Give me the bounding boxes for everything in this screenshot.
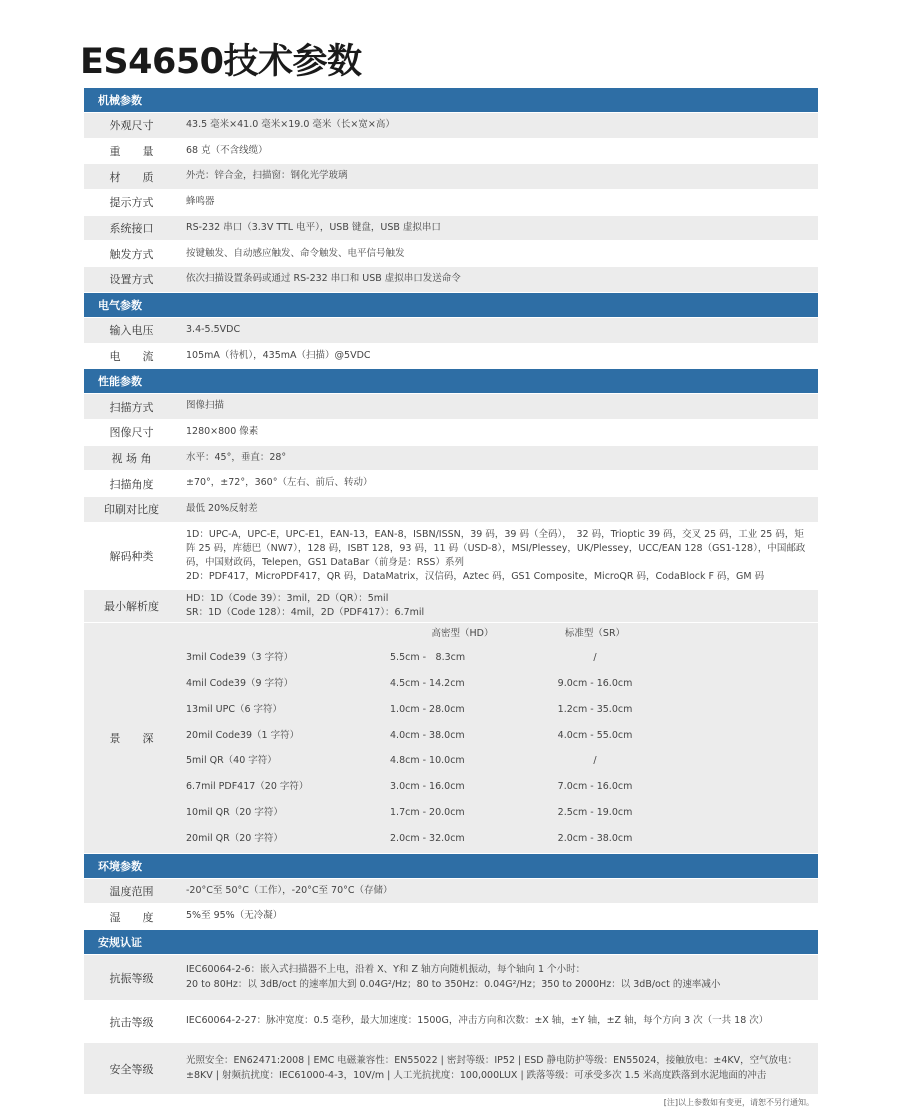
- spec-row-depth-of-field: [84, 623, 818, 854]
- spec-label: 安全等级: [109, 1062, 154, 1076]
- spec-row-trigger: [84, 241, 818, 267]
- spec-table: [84, 88, 818, 1095]
- spec-value-hd: HD：1D（Code 39）：3mil，2D（QR）：5mil: [186, 593, 389, 605]
- dof-hd-range: 5.5cm - 8.3cm: [390, 652, 466, 664]
- dof-row: [179, 775, 818, 801]
- dof-row: [179, 697, 818, 723]
- dof-hd-range: 3.0cm - 16.0cm: [390, 781, 465, 793]
- spec-value: 依次扫描设置条码或通过 RS-232 串口和 USB 虚拟串口发送命令: [186, 273, 461, 285]
- spec-row-contrast: [84, 497, 818, 523]
- section-header-mechanical: 机械参数: [84, 88, 818, 113]
- spec-label: 重 量: [109, 145, 154, 159]
- spec-label: 湿 度: [109, 910, 154, 924]
- spec-row-current: [84, 344, 818, 370]
- spec-value: 蜂鸣器: [186, 196, 215, 208]
- dof-hd-range: 4.5cm - 14.2cm: [390, 678, 465, 690]
- spec-row-humidity: [84, 904, 818, 930]
- spec-value: 外壳：锌合金，扫描窗：钢化光学玻璃: [186, 170, 348, 182]
- dof-sr-range: 7.0cm - 16.0cm: [557, 781, 633, 793]
- spec-value: 43.5 毫米×41.0 毫米×19.0 毫米（长×宽×高）: [186, 119, 395, 131]
- dof-code: 4mil Code39（9 字符）: [186, 678, 294, 690]
- dof-header-sr: 标准型（SR）: [564, 627, 626, 639]
- spec-row-safety-level: [84, 1043, 818, 1095]
- dof-code: 20mil QR（20 字符）: [186, 832, 283, 844]
- spec-value: 图像扫描: [186, 400, 225, 412]
- dof-code: 5mil QR（40 字符）: [186, 755, 277, 767]
- spec-label: 输入电压: [109, 324, 154, 338]
- spec-row-image-size: [84, 420, 818, 446]
- dof-sr-range: 4.0cm - 55.0cm: [557, 729, 633, 741]
- section-header-safety: 安规认证: [84, 930, 818, 955]
- spec-value: 1280×800 像素: [186, 425, 259, 437]
- spec-row-temperature: [84, 879, 818, 905]
- spec-value: 68 克（不含线缆）: [186, 144, 268, 156]
- spec-value: 3.4-5.5VDC: [186, 323, 241, 335]
- spec-value-line: IEC60064-2-6：嵌入式扫描器不上电，沿着 X、Y和 Z 轴方向随机振动，每个轴向 1 个小时：: [186, 964, 586, 975]
- dof-hd-range: 1.7cm - 20.0cm: [390, 807, 465, 819]
- dof-row: [179, 646, 818, 672]
- dof-header-hd: 高密型（HD）: [431, 627, 494, 639]
- dof-header-row: [179, 623, 818, 646]
- spec-row-setup: [84, 267, 818, 293]
- dof-sr-range: /: [593, 755, 597, 767]
- spec-value: 最低 20%反射差: [186, 503, 258, 515]
- spec-value: 5%至 95%（无冷凝）: [186, 910, 283, 922]
- page-title: ES4650技术参数: [80, 42, 362, 82]
- spec-label: 外观尺寸: [109, 119, 154, 133]
- spec-value: 105mA（待机），435mA（扫描）@5VDC: [186, 349, 371, 361]
- spec-label: 电 流: [109, 349, 154, 363]
- spec-value: -20°C至 50°C（工作），-20°C至 70°C（存储）: [186, 884, 393, 896]
- dof-hd-range: 2.0cm - 32.0cm: [390, 832, 465, 844]
- spec-label: 扫描角度: [109, 477, 154, 491]
- spec-row-vibration: [84, 955, 818, 1001]
- spec-row-decode: [84, 523, 818, 590]
- spec-value: 光照安全：EN62471:2008 | EMC 电磁兼容性：EN55022 | 密封等级：IP52 | ESD 静电防护等级：EN55024，接触放电：±4KV，空气放电：±8KV | 射频抗扰度：IEC61000-4-3，10V/m | 人工光抗扰度：100,000LUX | 跌落等级：可承受多次 1.5 米高度跌落到水泥地面的冲击: [186, 1055, 798, 1081]
- spec-label: 材 质: [109, 170, 154, 184]
- spec-value: 按键触发、自动感应触发、命令触发、电平信号触发: [186, 247, 405, 259]
- spec-row-prompt: [84, 190, 818, 216]
- spec-label: 触发方式: [109, 247, 154, 261]
- dof-row: [179, 723, 818, 749]
- spec-label: 图像尺寸: [109, 426, 154, 440]
- dof-code: 10mil QR（20 字符）: [186, 807, 283, 819]
- dof-row: [179, 800, 818, 826]
- spec-value: 水平：45°，垂直：28°: [186, 451, 287, 463]
- dof-hd-range: 4.8cm - 10.0cm: [390, 755, 465, 767]
- dof-code: 3mil Code39（3 字符）: [186, 652, 294, 664]
- spec-row-size: [84, 113, 818, 139]
- dof-row: [179, 749, 818, 775]
- dof-sr-range: 2.0cm - 38.0cm: [557, 832, 633, 844]
- dof-sr-range: 1.2cm - 35.0cm: [557, 703, 633, 715]
- spec-value-line: 20 to 80Hz：以 3dB/oct 的速率加大到 0.04G²/Hz；80 to 350Hz：0.04G²/Hz；350 to 2000Hz：以 3dB/oct 的速率减小: [186, 978, 721, 990]
- spec-value: RS-232 串口（3.3V TTL 电平），USB 键盘，USB 虚拟串口: [186, 221, 441, 233]
- dof-row: [179, 671, 818, 697]
- spec-label: 视 场 角: [111, 451, 152, 465]
- spec-label: 抗振等级: [109, 971, 154, 985]
- spec-label: 抗击等级: [109, 1015, 154, 1029]
- dof-hd-range: 4.0cm - 38.0cm: [390, 729, 465, 741]
- spec-label: 解码种类: [109, 549, 154, 563]
- dof-sr-range: 9.0cm - 16.0cm: [557, 678, 633, 690]
- spec-row-resolution: [84, 590, 818, 623]
- dof-hd-range: 1.0cm - 28.0cm: [390, 703, 465, 715]
- spec-value: IEC60064-2-27：脉冲宽度：0.5 毫秒，最大加速度：1500G，冲击方向和次数：±X 轴，±Y 轴，±Z 轴，每个方向 3 次（一共 18 次）: [186, 1015, 769, 1027]
- dof-code: 13mil UPC（6 字符）: [186, 703, 283, 715]
- spec-row-shock: [84, 1001, 818, 1043]
- spec-row-scan-mode: [84, 394, 818, 420]
- spec-label: 景 深: [109, 731, 154, 745]
- spec-row-weight: [84, 139, 818, 165]
- section-header-performance: 性能参数: [84, 369, 818, 394]
- spec-label: 系统接口: [109, 222, 154, 236]
- spec-label: 设置方式: [109, 273, 154, 287]
- dof-code: 20mil Code39（1 字符）: [186, 729, 300, 741]
- section-header-electrical: 电气参数: [84, 293, 818, 318]
- spec-label: 扫描方式: [109, 400, 154, 414]
- section-header-environment: 环境参数: [84, 854, 818, 879]
- spec-label: 印刷对比度: [104, 503, 159, 517]
- dof-sr-range: /: [593, 652, 597, 664]
- spec-row-scan-angle: [84, 471, 818, 497]
- spec-row-interface: [84, 216, 818, 242]
- dof-table: [179, 623, 818, 853]
- dof-code: 6.7mil PDF417（20 字符）: [186, 781, 309, 793]
- spec-row-material: [84, 164, 818, 190]
- spec-label: 温度范围: [109, 884, 154, 898]
- spec-value-2d: 2D：PDF417，MicroPDF417，QR 码，DataMatrix，汉信码，Aztec 码，GS1 Composite，MicroQR 码，CodaBlock F 码，GM 码: [186, 570, 765, 582]
- spec-value-1d: 1D：UPC-A，UPC-E，UPC-E1，EAN-13，EAN-8，ISBN/ISSN，39 码，39 码（全码）， 32 码，Trioptic 39 码，交叉 25 码，工业 25 码，矩阵 25 码，库德巴（NW7），128 码，ISBT 128，93 码，11 码（USD-8），MSI/Plessey，UK/Plessey，UCC/EAN 128（GS1-128），中国邮政码，中国财政码，Telepen，GS1 DataBar（前身是：RSS）系列: [186, 528, 806, 568]
- footnote: [注]以上参数如有变更，请恕不另行通知。: [663, 1098, 814, 1107]
- dof-row: [179, 826, 818, 852]
- dof-sr-range: 2.5cm - 19.0cm: [557, 807, 633, 819]
- spec-value: ±70°，±72°，360°（左右、前后、转动）: [186, 477, 373, 489]
- spec-row-fov: [84, 446, 818, 472]
- spec-label: 最小解析度: [104, 599, 159, 613]
- spec-value-sr: SR：1D（Code 128）：4mil，2D（PDF417）：6.7mil: [186, 606, 425, 618]
- spec-label: 提示方式: [109, 196, 154, 210]
- spec-row-voltage: [84, 318, 818, 344]
